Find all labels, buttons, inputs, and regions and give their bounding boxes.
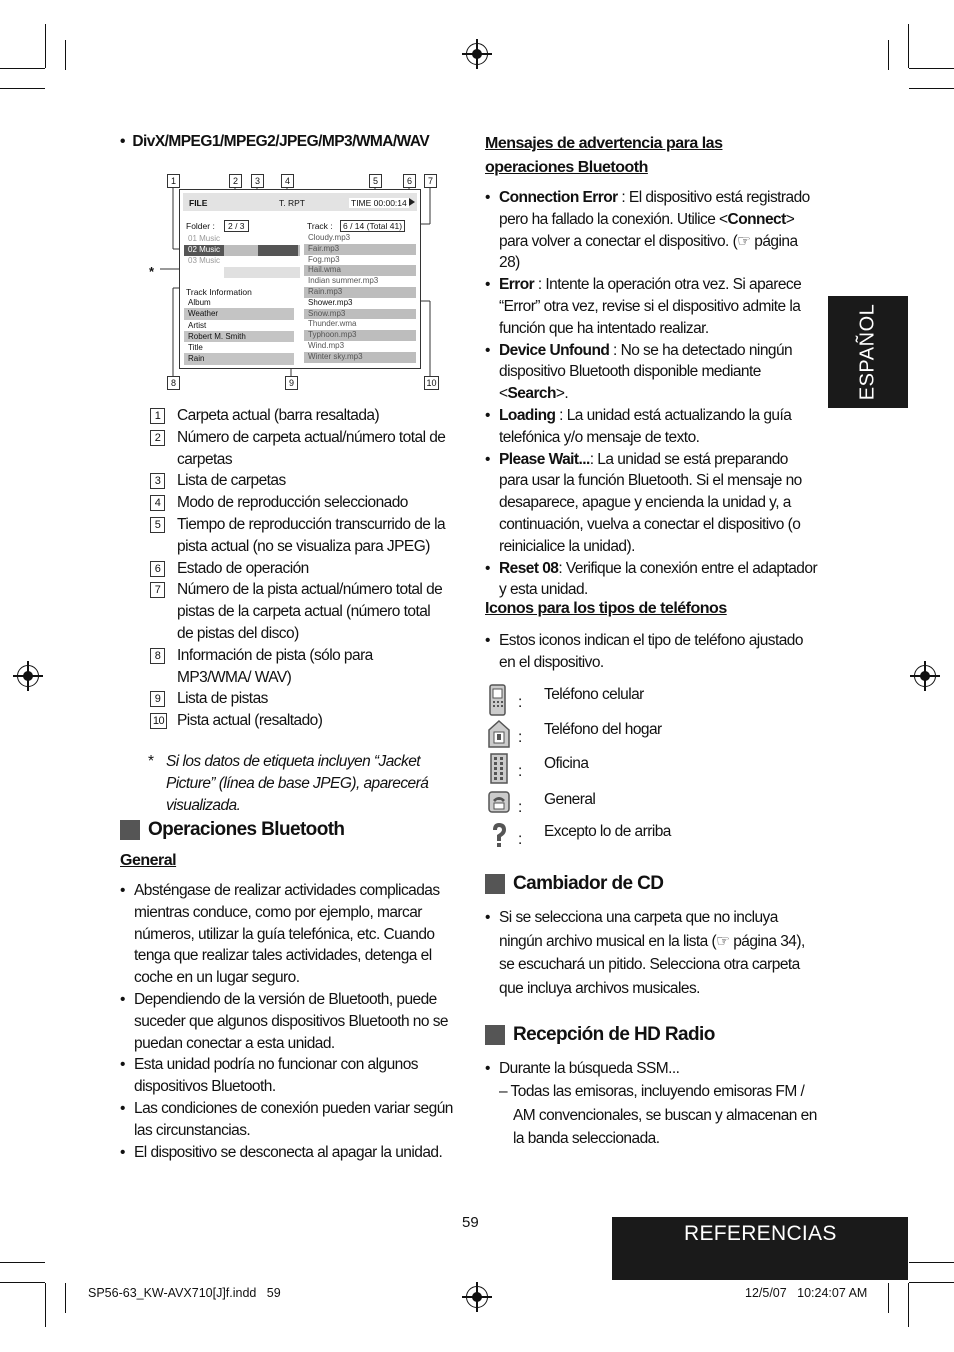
footer-file-info: SP56-63_KW-AVX710[J]f.indd 59 (88, 1286, 281, 1300)
legend-item: 3 Lista de carpetas (150, 470, 450, 492)
track-item: Cloudy.mp3 (308, 233, 351, 242)
folder-item: 03 Music (188, 255, 221, 265)
section-tab (612, 1217, 908, 1280)
track-info-title: Track Information (186, 287, 252, 297)
play-icon (409, 198, 415, 206)
legend-item: 2 Número de carpeta actual/número total de carpetas (150, 427, 450, 471)
warnings-heading: Mensajes de advertencia para las operaciones Bluetooth (485, 135, 723, 176)
warning-item: • Error : Intente la operación otra vez. Si aparece “Error” otra vez, revise si el dispositivo admite la función que ha intentado realizar. (485, 274, 820, 339)
legend-item: 10 Pista actual (resaltado) (150, 710, 450, 732)
list-item: • El dispositivo se desconecta al apagar la unidad. (120, 1142, 458, 1164)
folder-bar-current (258, 245, 298, 256)
diagram-legend (150, 405, 450, 732)
office-phone-icon (488, 753, 510, 785)
phone-row: : General (488, 789, 788, 823)
info-album-value: Weather (184, 308, 294, 319)
hd-radio-heading: Recepción de HD Radio (485, 1024, 715, 1046)
crop-mark (45, 1283, 46, 1327)
track-item: Hail.wma (304, 265, 416, 276)
diagram-title: • DivX/MPEG1/MPEG2/JPEG/MP3/WMA/WAV (120, 133, 430, 150)
phone-types-heading: Iconos para los tipos de teléfonos (485, 600, 727, 617)
folder-label: Folder : (186, 221, 215, 231)
warning-item: • Device Unfound : No se ha detectado ningún dispositivo Bluetooth disponible mediante <Search>. (485, 340, 820, 405)
callout-3: 3 (251, 174, 264, 188)
registration-mark-icon (466, 1286, 488, 1308)
track-item: Winter sky.mp3 (304, 352, 416, 363)
list-item: • Dependiendo de la versión de Bluetooth, puede suceder que algunos dispositivos Bluetooth no se puedan conectar a esta unidad. (120, 989, 458, 1054)
section-marker (120, 820, 140, 840)
footer-timestamp: 12/5/07 10:24:07 AM (745, 1286, 868, 1300)
crop-mark (65, 1283, 66, 1313)
phone-row: : Teléfono celular (488, 684, 788, 718)
info-title-label: Title (188, 343, 203, 353)
folder-count: 2 / 3 (224, 220, 249, 232)
warning-item: • Reset 08: Verifique la conexión entre el adaptador y esta unidad. (485, 558, 820, 602)
general-phone-icon (488, 791, 510, 813)
crop-mark (0, 1282, 45, 1283)
warning-item: • Connection Error : El dispositivo está registrado pero ha fallado la conexión. Utilice <Connect> para volver a conectar el dispositivo. (☞ página 28) (485, 187, 820, 274)
track-label: Track : (307, 221, 333, 231)
callout-1: 1 (167, 174, 180, 188)
warning-item: • Please Wait...: La unidad se está preparando para usar la función Bluetooth. Si el mensaje no desaparece, apague y encienda la unidad y, a continuación, vuelva a conectar el dispositivo (o reinicialice la unidad). (485, 449, 820, 558)
list-item: • Las condiciones de conexión pueden variar según las circunstancias. (120, 1098, 458, 1142)
phone-row: : Excepto lo de arriba (488, 821, 788, 855)
language-tab (828, 296, 908, 408)
info-title-value: Rain (184, 353, 294, 364)
general-list (120, 880, 458, 1163)
callout-8: 8 (167, 376, 180, 390)
bluetooth-ops-heading: Operaciones Bluetooth (120, 819, 344, 841)
elapsed-time: TIME 00:00:14 (351, 198, 407, 208)
warning-item: • Loading : La unidad está actualizando la guía telefónica y/o mensaje de texto. (485, 405, 820, 449)
legend-item: 6 Estado de operación (150, 558, 450, 580)
track-item: Thunder.wma (308, 319, 357, 329)
mobile-phone-icon (488, 684, 508, 718)
section-marker (485, 874, 505, 894)
crop-mark (0, 1262, 45, 1263)
file-label: FILE (189, 198, 208, 208)
asterisk-mark: * (149, 264, 155, 279)
folder-item: 01 Music (188, 234, 221, 243)
player-screen-diagram (179, 189, 421, 369)
track-item: Rain.mp3 (304, 287, 416, 298)
jacket-note: * Si los datos de etiqueta incluyen “Jacket Picture” (línea de base JPEG), aparecerá visualizada. (148, 753, 429, 814)
page-number: 59 (462, 1214, 479, 1231)
list-item: • Estos iconos indican el tipo de teléfono ajustado en el dispositivo. (485, 630, 820, 674)
general-subheading: General (120, 852, 177, 869)
legend-item: 7 Número de la pista actual/número total de pistas de la carpeta actual (número total de pistas del disco) (150, 579, 450, 644)
crop-mark (909, 1282, 954, 1283)
info-artist-label: Artist (188, 320, 207, 330)
callout-5: 5 (369, 174, 382, 188)
question-icon (488, 821, 510, 851)
callout-6: 6 (403, 174, 416, 188)
callout-10: 10 (424, 376, 439, 390)
legend-item: 4 Modo de reproducción seleccionado (150, 492, 450, 514)
callout-2: 2 (229, 174, 242, 188)
section-marker (485, 1025, 505, 1045)
legend-item: 5 Tiempo de reproducción transcurrido de la pista actual (no se visualiza para JPEG) (150, 514, 450, 558)
cd-changer-heading: Cambiador de CD (485, 873, 663, 895)
track-info-list (184, 297, 294, 365)
legend-item: 8 Información de pista (sólo para MP3/WMA/ WAV) (150, 645, 450, 689)
track-item: Fog.mp3 (308, 254, 340, 264)
language-tab-label: ESPAÑOL (856, 303, 879, 401)
track-item: Fair.mp3 (304, 244, 416, 255)
repeat-mode: T. RPT (279, 198, 305, 208)
phone-row: : Teléfono del hogar (488, 719, 788, 753)
registration-mark-icon (914, 665, 936, 687)
legend-item: 1 Carpeta actual (barra resaltada) (150, 405, 450, 427)
registration-mark-icon (17, 665, 39, 687)
crop-mark (909, 1262, 954, 1263)
home-phone-icon (488, 719, 510, 749)
info-album-label: Album (188, 298, 211, 307)
track-item: Typhoon.mp3 (304, 330, 416, 341)
crop-mark (888, 1283, 889, 1313)
info-artist-value: Robert M. Smith (184, 331, 294, 342)
track-count: 6 / 14 (Total 41) (340, 220, 405, 232)
folder-item-current: 02 Music (184, 245, 224, 256)
callout-4: 4 (281, 174, 294, 188)
phone-intro-list (485, 630, 820, 674)
cd-list (485, 906, 810, 1000)
legend-item: 9 Lista de pistas (150, 688, 450, 710)
track-item: Wind.mp3 (308, 340, 345, 350)
list-item: • Si se selecciona una carpeta que no incluya ningún archivo musical en la lista (☞ página 34), se escuchará un pitido. Selecciona otra carpeta que incluya archivos musicales. (485, 906, 810, 1000)
crop-mark (908, 1283, 909, 1327)
track-item-current: Shower.mp3 (308, 297, 353, 307)
phone-row: : Oficina (488, 753, 788, 787)
hd-subitem: – Todas las emisoras, incluyendo emisoras FM / AM convencionales, se buscan y almacenan en la banda seleccionada. (499, 1083, 817, 1147)
track-item: Indian summer.mp3 (308, 276, 379, 286)
hd-list (485, 1057, 810, 1081)
list-item: • Durante la búsqueda SSM... (485, 1057, 810, 1081)
callout-9: 9 (285, 376, 298, 390)
list-item: • Esta unidad podría no funcionar con algunos dispositivos Bluetooth. (120, 1054, 458, 1098)
callout-7: 7 (424, 174, 437, 188)
folder-bar-filler (224, 267, 300, 278)
warnings-list (485, 187, 820, 601)
section-tab-label: REFERENCIAS (684, 1222, 837, 1245)
screen-header (183, 193, 417, 211)
track-item: Snow.mp3 (304, 309, 416, 320)
list-item: • Absténgase de realizar actividades complicadas mientras conduce, como por ejemplo, marcar números, utilizar la guía telefónica, etc. Cuando tenga que realizar tales actividades, detenga el coche en un lugar seguro. (120, 880, 458, 989)
track-list (304, 233, 416, 363)
